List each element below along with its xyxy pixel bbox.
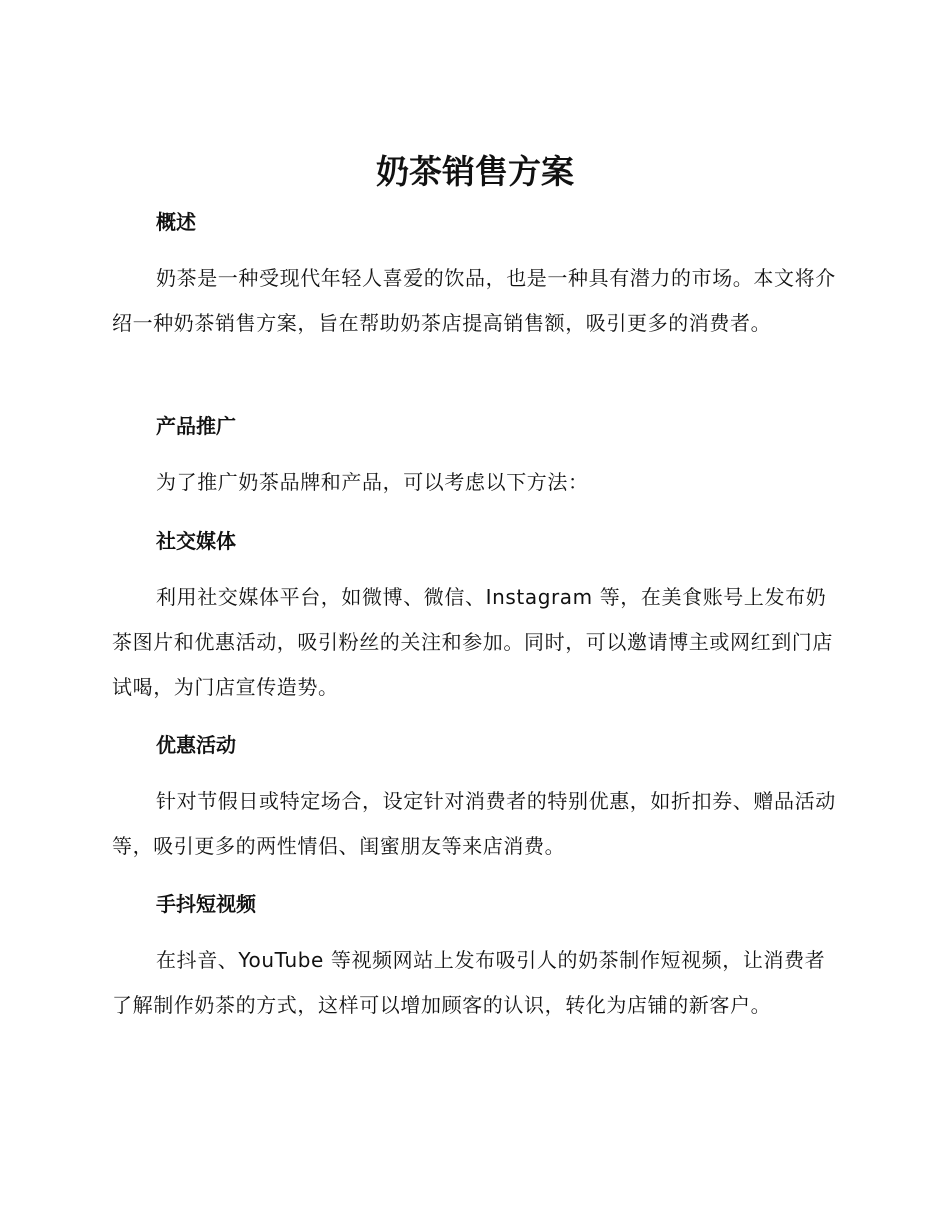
section-heading-short-video: 手抖短视频 <box>156 892 256 916</box>
section-paragraph-promotion: 为了推广奶茶品牌和产品，可以考虑以下方法： <box>156 470 589 494</box>
section-paragraph-overview: 奶茶是一种受现代年轻人喜爱的饮品，也是一种具有潜力的市场。本文将介绍一种奶茶销售方案，旨在帮助奶茶店提高销售额，吸引更多的消费者。 <box>112 266 836 335</box>
section-heading-overview: 概述 <box>156 210 196 234</box>
section-paragraph-social-media: 利用社交媒体平台，如微博、微信、Instagram 等，在美食账号上发布奶茶图片和优惠活动，吸引粉丝的关注和参加。同时，可以邀请博主或网红到门店试喝，为门店宣传造势。 <box>112 585 833 699</box>
section-paragraph-short-video: 在抖音、YouTube 等视频网站上发布吸引人的奶茶制作短视频，让消费者了解制作奶茶的方式，这样可以增加顾客的认识，转化为店铺的新客户。 <box>112 948 826 1017</box>
document-title: 奶茶销售方案 <box>376 152 574 191</box>
section-heading-promotion: 产品推广 <box>156 414 236 438</box>
section-heading-social-media: 社交媒体 <box>156 529 236 553</box>
section-heading-discounts: 优惠活动 <box>156 733 236 757</box>
section-paragraph-discounts: 针对节假日或特定场合，设定针对消费者的特别优惠，如折扣券、赠品活动等，吸引更多的两性情侣、闺蜜朋友等来店消费。 <box>112 789 836 858</box>
